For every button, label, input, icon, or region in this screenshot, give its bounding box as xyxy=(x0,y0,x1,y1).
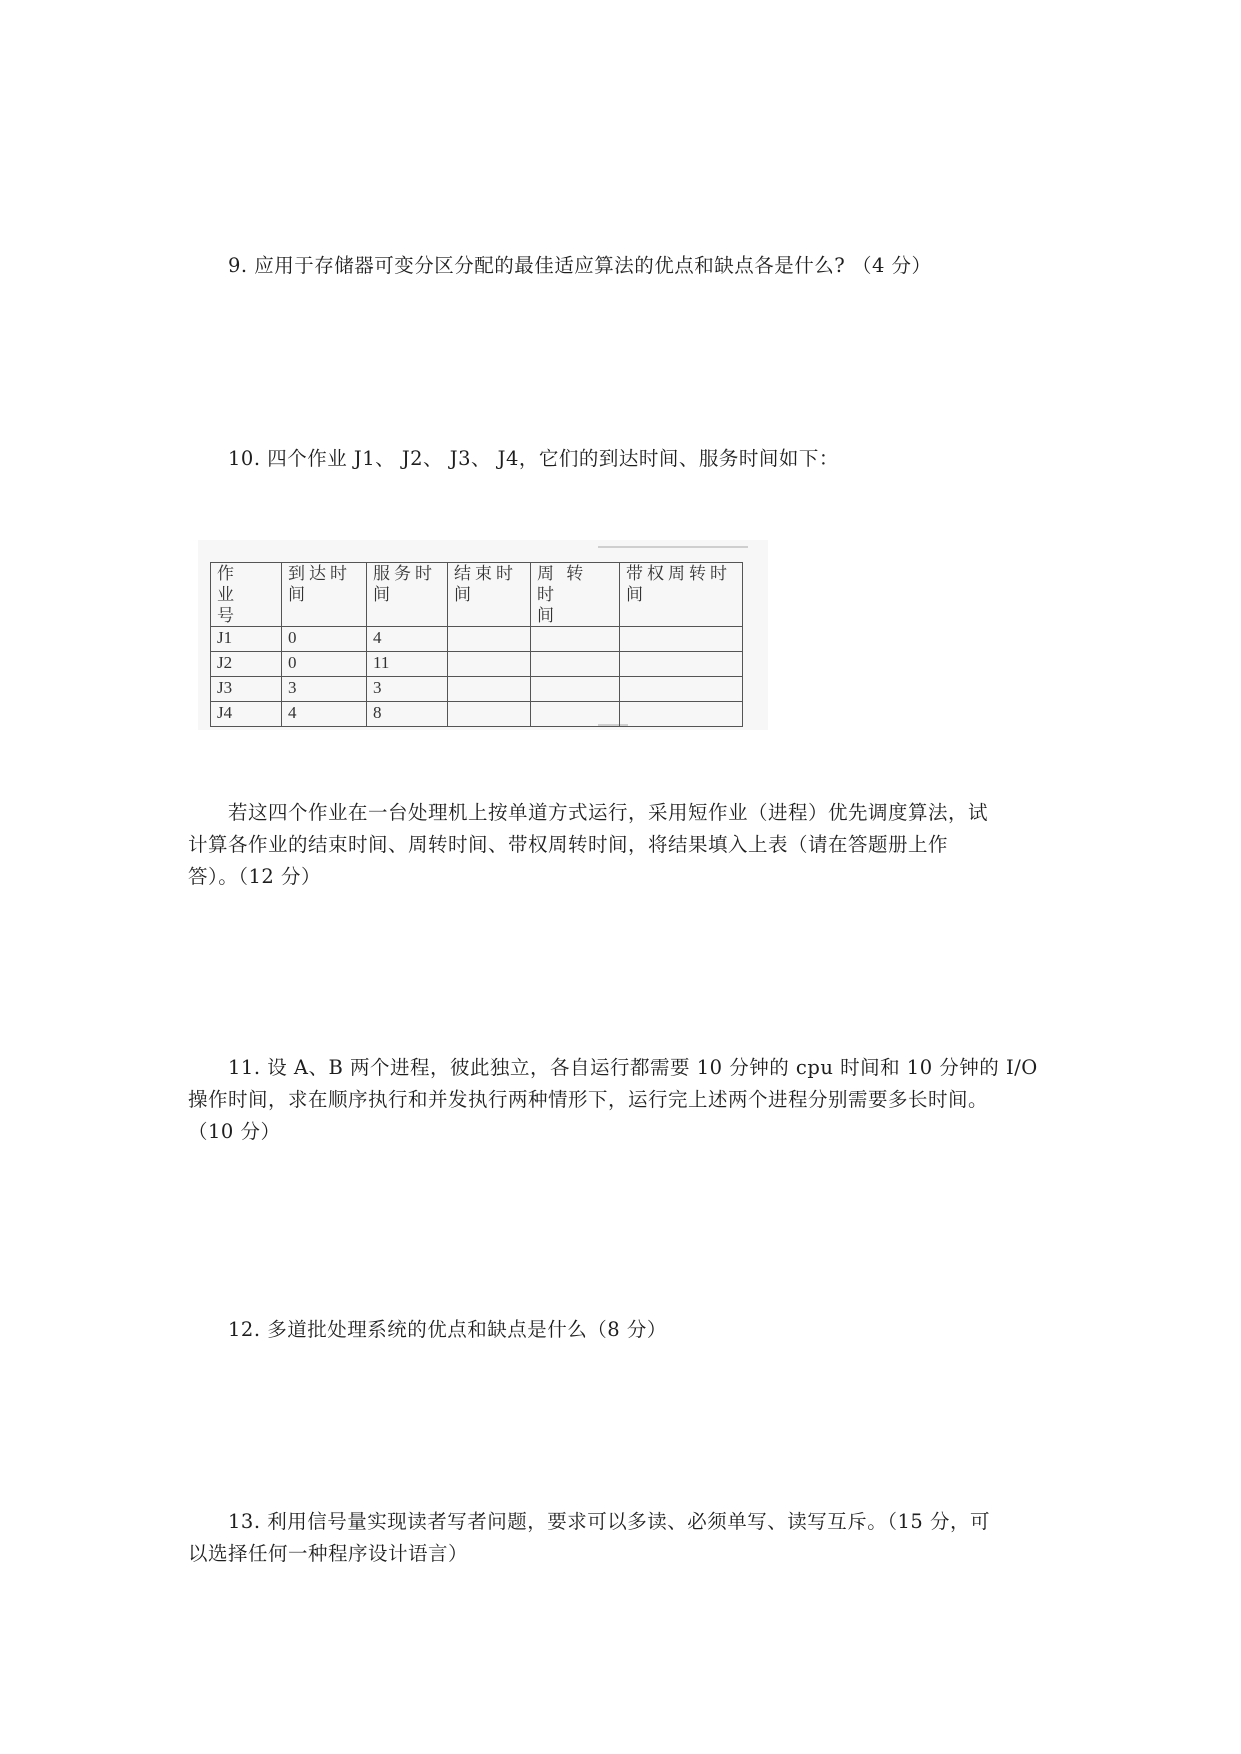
table-cell xyxy=(531,677,620,702)
paragraph-line: 以选择任何一种程序设计语言） xyxy=(188,1542,469,1565)
table-cell: 11 xyxy=(367,652,448,677)
question-11 xyxy=(188,1052,1058,1148)
table-cell xyxy=(448,677,531,702)
question-10-intro xyxy=(188,443,1058,475)
table-row xyxy=(211,702,743,727)
table-cell xyxy=(448,702,531,727)
table-row xyxy=(211,627,743,652)
header-turnaround-time: 周 转 时 间 xyxy=(531,563,620,627)
table-cell xyxy=(531,627,620,652)
table-cell xyxy=(620,627,743,652)
header-service-time: 服务时 间 xyxy=(367,563,448,627)
table-row xyxy=(211,677,743,702)
table-cell: 0 xyxy=(282,652,367,677)
table-cell xyxy=(620,652,743,677)
table-cell: J3 xyxy=(211,677,282,702)
question-9-text: 9. 应用于存储器可变分区分配的最佳适应算法的优点和缺点各是什么? （4 分） xyxy=(228,254,932,277)
paragraph-line: 答）。（12 分） xyxy=(188,865,322,888)
table-cell xyxy=(448,652,531,677)
table-cell: J4 xyxy=(211,702,282,727)
table-cell: 8 xyxy=(367,702,448,727)
header-finish-time: 结束时 间 xyxy=(448,563,531,627)
table-cell xyxy=(620,677,743,702)
paragraph-line: 13. 利用信号量实现读者写者问题，要求可以多读、必须单写、读写互斥。（15 分，可 xyxy=(228,1510,990,1533)
job-table-header-row xyxy=(211,563,743,627)
table-cell: J1 xyxy=(211,627,282,652)
table-cell: 4 xyxy=(282,702,367,727)
job-table xyxy=(210,562,743,727)
scanned-table-image xyxy=(198,540,768,730)
table-cell xyxy=(531,702,620,727)
question-13 xyxy=(188,1506,1058,1570)
header-weighted-turnaround-time: 带权周转时 间 xyxy=(620,563,743,627)
table-row xyxy=(211,652,743,677)
paragraph-line: （10 分） xyxy=(188,1120,281,1143)
paragraph-line: 11. 设 A、B 两个进程，彼此独立，各自运行都需要 10 分钟的 cpu 时间和 10 分钟的 I/O xyxy=(228,1056,1038,1079)
question-12-text: 12. 多道批处理系统的优点和缺点是什么（8 分） xyxy=(228,1318,667,1341)
paragraph-line: 计算各作业的结束时间、周转时间、带权周转时间，将结果填入上表（请在答题册上作 xyxy=(188,833,949,856)
paragraph-line: 操作时间，求在顺序执行和并发执行两种情形下，运行完上述两个进程分别需要多长时间。 xyxy=(188,1088,989,1111)
header-arrival-time: 到达时 间 xyxy=(282,563,367,627)
table-cell xyxy=(620,702,743,727)
table-cell: 3 xyxy=(367,677,448,702)
table-cell: 4 xyxy=(367,627,448,652)
paragraph-line: 若这四个作业在一台处理机上按单道方式运行，采用短作业（进程）优先调度算法，试 xyxy=(228,801,989,824)
question-10-text: 10. 四个作业 J1、 J2、 J3、 J4，它们的到达时间、服务时间如下： xyxy=(228,447,839,470)
question-9 xyxy=(188,250,1058,282)
table-cell: J2 xyxy=(211,652,282,677)
table-cell: 3 xyxy=(282,677,367,702)
question-12 xyxy=(188,1314,1058,1346)
header-job-no: 作 业 号 xyxy=(211,563,282,627)
table-cell xyxy=(531,652,620,677)
table-cell xyxy=(448,627,531,652)
table-cell: 0 xyxy=(282,627,367,652)
question-10-followup xyxy=(188,797,1058,893)
